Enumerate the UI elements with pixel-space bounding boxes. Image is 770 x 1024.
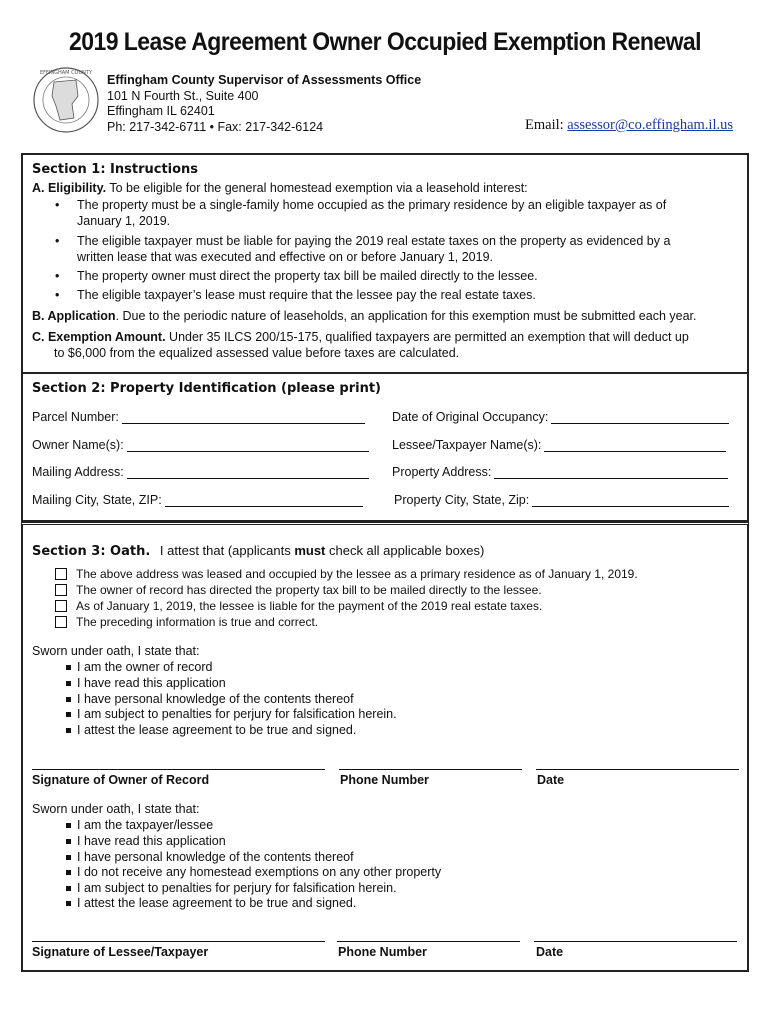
list-item: • The property must be a single-family home occupied as the primary residence by an eligible taxpayer as of	[55, 198, 667, 212]
section-2-box	[21, 372, 749, 522]
email-link[interactable]: assessor@co.effingham.il.us	[567, 117, 734, 133]
list-item: I am subject to penalties for perjury for falsification herein.	[66, 880, 397, 896]
oath-checkbox[interactable]: The above address was leased and occupied by the lessee as a primary residence as of January 1, 2019.	[55, 566, 638, 582]
owner-signature-label: Signature of Owner of Record	[32, 773, 210, 787]
checkbox-icon	[55, 600, 67, 612]
list-item: I have read this application	[66, 833, 226, 849]
occupancy-date-field[interactable]: Date of Original Occupancy:	[392, 410, 729, 424]
exemption-amount-text: C. Exemption Amount. Under 35 ILCS 200/15-175, qualified taxpayers are permitted an exemption that will deduct up	[32, 330, 689, 344]
list-item: I have personal knowledge of the contents thereof	[66, 849, 354, 865]
office-info	[107, 73, 421, 135]
list-item: I do not receive any homestead exemptions on any other property	[66, 864, 441, 880]
list-item: I am subject to penalties for perjury for falsification herein.	[66, 706, 397, 722]
sworn-owner-heading: Sworn under oath, I state that:	[32, 644, 200, 658]
owner-signature-line[interactable]	[32, 769, 325, 770]
exemption-amount-text-cont: to $6,000 from the equalized assessed value before taxes are calculated.	[54, 346, 460, 360]
oath-checkbox[interactable]: The owner of record has directed the property tax bill to be mailed directly to the lessee.	[55, 582, 542, 598]
office-address-2: Effingham IL 62401	[107, 104, 215, 118]
checkbox-icon	[55, 616, 67, 628]
checkbox-icon	[55, 584, 67, 596]
section-2-title: Section 2: Property Identification (please print)	[32, 381, 381, 396]
lessee-phone-label: Phone Number	[338, 945, 427, 959]
sworn-lessee-heading: Sworn under oath, I state that:	[32, 802, 200, 816]
list-item: I have personal knowledge of the contents thereof	[66, 691, 354, 707]
office-email: Email: assessor@co.effingham.il.us	[525, 117, 734, 133]
county-seal-logo	[32, 66, 100, 134]
section-1-title: Section 1: Instructions	[32, 162, 199, 177]
parcel-number-field[interactable]: Parcel Number:	[32, 410, 365, 424]
owner-date-label: Date	[537, 773, 565, 787]
owner-phone-line[interactable]	[339, 769, 522, 770]
office-phone-fax: Ph: 217-342-6711 • Fax: 217-342-6124	[107, 119, 324, 134]
property-address-field[interactable]: Property Address:	[392, 465, 728, 479]
lessee-phone-line[interactable]	[337, 941, 520, 942]
owner-name-field[interactable]: Owner Name(s):	[32, 438, 369, 452]
list-item-cont: January 1, 2019.	[77, 214, 171, 228]
list-item: I attest the lease agreement to be true and signed.	[66, 722, 356, 738]
oath-checkbox[interactable]: The preceding information is true and correct.	[55, 614, 318, 630]
checkbox-icon	[55, 568, 67, 580]
section-3-box	[21, 522, 749, 972]
owner-date-line[interactable]	[536, 769, 739, 770]
owner-phone-label: Phone Number	[340, 773, 429, 787]
mailing-address-field[interactable]: Mailing Address:	[32, 465, 369, 479]
section-1-box	[21, 153, 749, 372]
property-city-field[interactable]: Property City, State, Zip:	[394, 493, 729, 507]
lessee-date-line[interactable]	[534, 941, 737, 942]
list-item-cont: written lease that was executed and effective on or before January 1, 2019.	[77, 250, 494, 264]
office-address-1: 101 N Fourth St., Suite 400	[107, 88, 259, 103]
lessee-signature-line[interactable]	[32, 941, 325, 942]
list-item: • The eligible taxpayer’s lease must require that the lessee pay the real estate taxes.	[55, 288, 536, 302]
svg-text:EFFINGHAM COUNTY: EFFINGHAM COUNTY	[39, 70, 93, 76]
oath-heading: Section 3: Oath. I attest that (applicants must check all applicable boxes)	[32, 543, 485, 559]
oath-checkbox[interactable]: As of January 1, 2019, the lessee is liable for the payment of the 2019 real estate taxes.	[55, 598, 542, 614]
list-item: I am the owner of record	[66, 659, 212, 675]
list-item: I have read this application	[66, 675, 226, 691]
list-item: I attest the lease agreement to be true and signed.	[66, 895, 356, 911]
eligibility-text: A. Eligibility. To be eligible for the general homestead exemption via a leasehold interest:	[32, 181, 528, 195]
lessee-name-field[interactable]: Lessee/Taxpayer Name(s):	[392, 438, 726, 452]
lessee-signature-label: Signature of Lessee/Taxpayer	[32, 945, 209, 959]
lessee-date-label: Date	[536, 945, 564, 959]
page-title: 2019 Lease Agreement Owner Occupied Exemption Renewal	[68, 28, 702, 56]
mailing-city-field[interactable]: Mailing City, State, ZIP:	[32, 493, 363, 507]
list-item: • The property owner must direct the property tax bill be mailed directly to the lessee.	[55, 269, 538, 283]
office-name: Effingham County Supervisor of Assessments Office	[107, 73, 422, 87]
application-text: B. Application. Due to the periodic nature of leaseholds, an application for this exemption must be submitted each year.	[32, 309, 697, 323]
list-item: I am the taxpayer/lessee	[66, 817, 213, 833]
list-item: • The eligible taxpayer must be liable for paying the 2019 real estate taxes on the property as evidenced by a	[55, 234, 671, 248]
